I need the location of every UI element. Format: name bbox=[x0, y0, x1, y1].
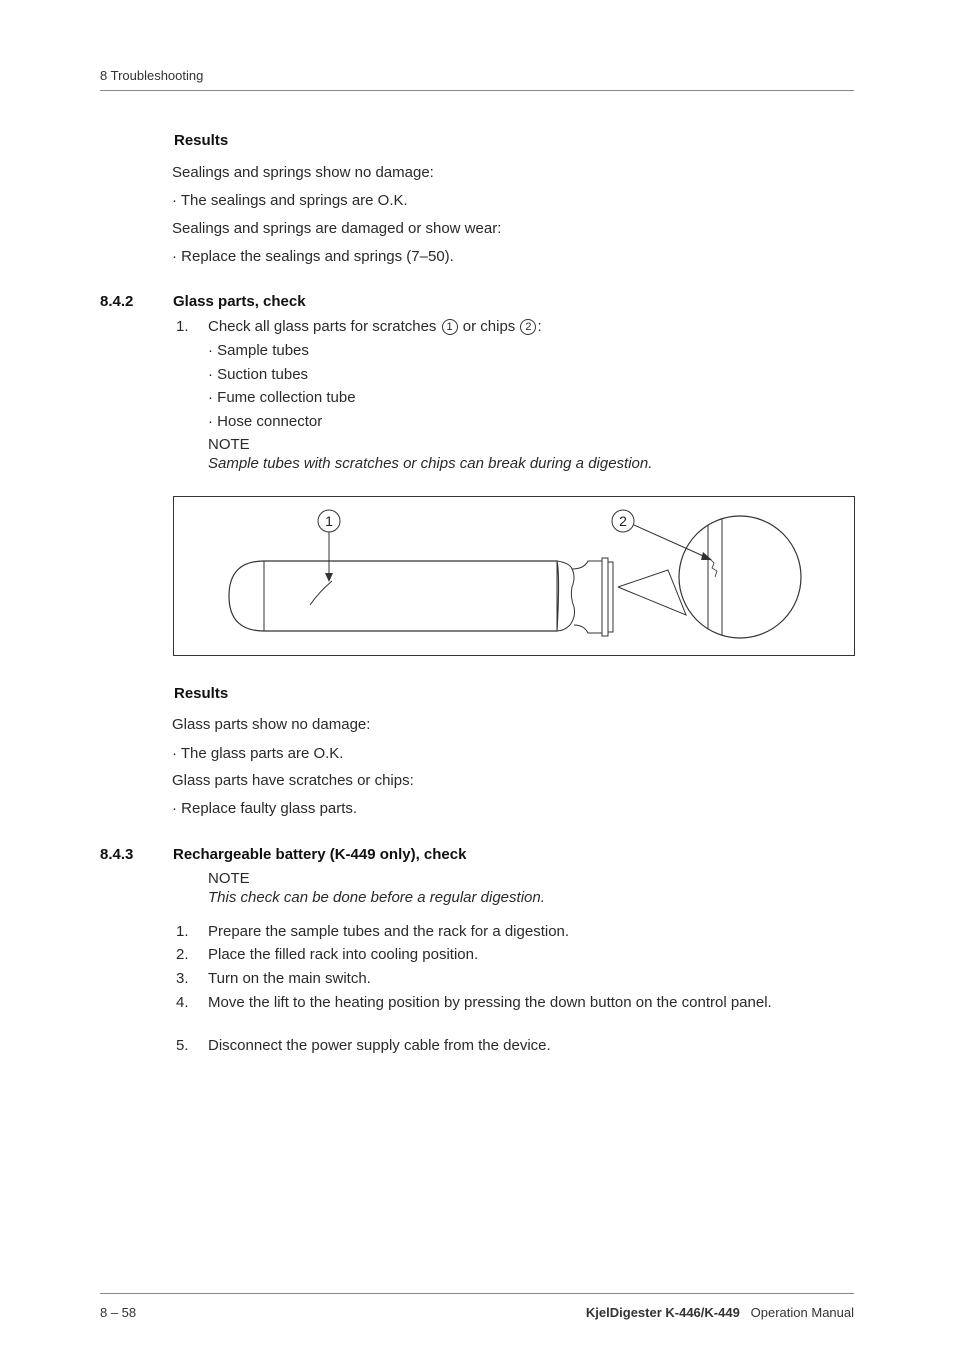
note-text: This check can be done before a regular digestion. bbox=[208, 889, 545, 906]
step-number: 5. bbox=[176, 1037, 189, 1054]
step-text-part: Check all glass parts for scratches bbox=[208, 318, 437, 335]
step-text: Disconnect the power supply cable from the device. bbox=[208, 1037, 551, 1054]
section-number: 8.4.3 bbox=[100, 846, 134, 863]
glass-tube-illustration bbox=[174, 497, 854, 655]
results-line: Glass parts show no damage: bbox=[172, 716, 371, 733]
page-number: 8 – 58 bbox=[100, 1305, 137, 1320]
results-line: · Replace the sealings and springs (7–50). bbox=[172, 248, 454, 265]
section-title: Rechargeable battery (K-449 only), check bbox=[173, 846, 467, 863]
list-item: · Hose connector bbox=[208, 413, 323, 430]
section-title: Glass parts, check bbox=[173, 293, 306, 310]
step-text: Place the filled rack into cooling position. bbox=[208, 946, 479, 963]
step-text: Turn on the main switch. bbox=[208, 970, 371, 987]
step-text: Prepare the sample tubes and the rack for a digestion. bbox=[208, 923, 570, 940]
step-number: 1. bbox=[176, 318, 189, 335]
figure-callout-1: 1 bbox=[325, 513, 333, 529]
list-item: · Fume collection tube bbox=[208, 389, 356, 406]
results-line: Glass parts have scratches or chips: bbox=[172, 772, 414, 789]
step-number: 4. bbox=[176, 994, 189, 1011]
glass-tube-figure bbox=[173, 496, 855, 656]
results-line: · The glass parts are O.K. bbox=[172, 745, 344, 762]
note-label: NOTE bbox=[208, 870, 250, 887]
product-name: KjelDigester K-446/K-449 bbox=[585, 1305, 740, 1320]
results-line: · Replace faulty glass parts. bbox=[172, 800, 358, 817]
step-text bbox=[208, 317, 542, 336]
section-number: 8.4.2 bbox=[100, 293, 134, 310]
step-number: 3. bbox=[176, 970, 189, 987]
note-label: NOTE bbox=[208, 436, 250, 453]
callout-marker-1: 1 bbox=[442, 319, 458, 335]
document-type: Operation Manual bbox=[750, 1305, 854, 1320]
callout-marker-2: 2 bbox=[520, 319, 536, 335]
header-rule bbox=[100, 90, 854, 91]
step-text-part: : bbox=[537, 318, 542, 335]
figure-callout-2: 2 bbox=[619, 513, 627, 529]
step-number: 1. bbox=[176, 923, 189, 940]
footer-rule bbox=[100, 1293, 854, 1294]
results-line: Sealings and springs show no damage: bbox=[172, 164, 434, 181]
step-text-part: or chips bbox=[462, 318, 516, 335]
results-heading: Results bbox=[174, 132, 229, 149]
step-number: 2. bbox=[176, 946, 189, 963]
results-heading: Results bbox=[174, 685, 229, 702]
step-text: Move the lift to the heating position by pressing the down button on the control panel. bbox=[208, 994, 772, 1011]
list-item: · Suction tubes bbox=[208, 366, 309, 383]
running-header: 8 Troubleshooting bbox=[100, 68, 204, 83]
results-line: Sealings and springs are damaged or show wear: bbox=[172, 220, 502, 237]
results-line: · The sealings and springs are O.K. bbox=[172, 192, 408, 209]
note-text: Sample tubes with scratches or chips can break during a digestion. bbox=[208, 455, 653, 472]
list-item: · Sample tubes bbox=[208, 342, 309, 359]
footer-title bbox=[586, 1305, 854, 1320]
